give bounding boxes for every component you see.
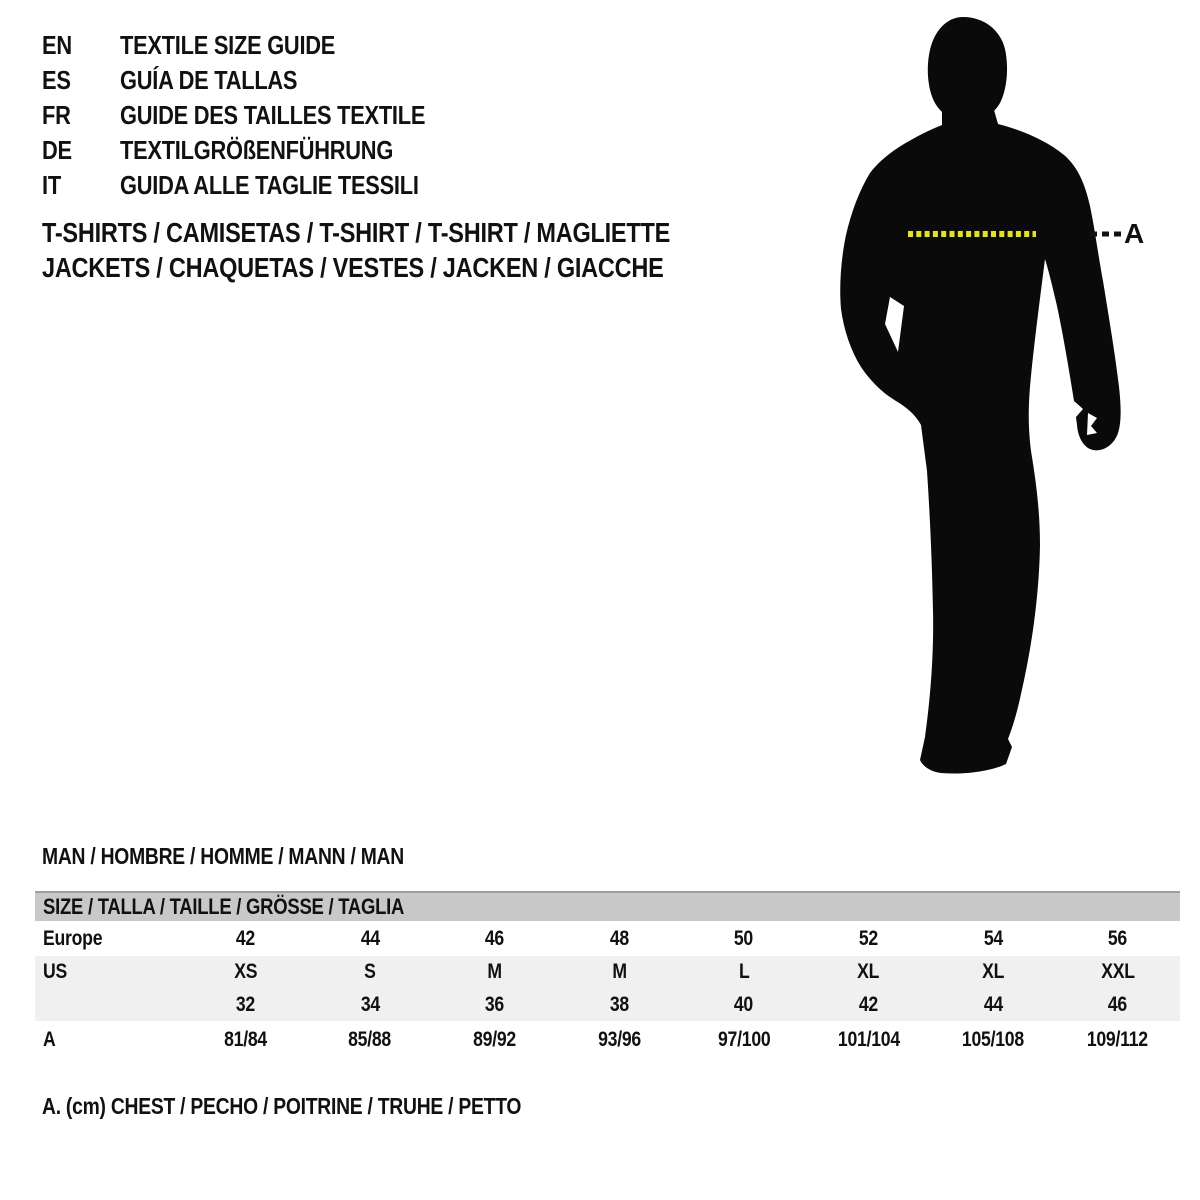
size-cell: XL — [857, 960, 880, 983]
size-cell: 44 — [360, 926, 380, 950]
man-body-shape — [840, 96, 1120, 774]
size-cell: 56 — [1108, 926, 1128, 950]
language-code: ES — [42, 65, 71, 95]
size-cell: 85/88 — [348, 1027, 392, 1051]
size-cell: 46 — [1108, 992, 1128, 1016]
size-cell: L — [738, 960, 750, 983]
size-cell: 34 — [360, 992, 380, 1016]
category-line-jackets: JACKETS / CHAQUETAS / VESTES / JACKEN / GIACCHE — [42, 251, 664, 283]
size-cell: 48 — [609, 926, 629, 950]
language-code: EN — [42, 30, 72, 60]
row-label: A — [43, 1027, 56, 1051]
size-cell: 42 — [235, 926, 255, 950]
size-table-row-numeric — [35, 988, 1180, 1021]
size-cell: 93/96 — [597, 1027, 641, 1051]
size-cell: 81/84 — [223, 1027, 267, 1051]
size-cell: 46 — [484, 926, 505, 950]
size-cell: 36 — [484, 992, 505, 1016]
size-cell: 89/92 — [473, 1027, 517, 1051]
size-cell: 42 — [858, 992, 878, 1016]
man-head-shape — [928, 17, 1007, 122]
size-cell: 44 — [983, 992, 1003, 1016]
row-label: US — [43, 960, 68, 983]
language-title: TEXTILE SIZE GUIDE — [120, 30, 336, 60]
man-section-title: MAN / HOMBRE / HOMME / MANN / MAN — [42, 843, 404, 869]
size-cell: 54 — [983, 926, 1003, 950]
language-title: GUIDA ALLE TAGLIE TESSILI — [120, 170, 419, 200]
language-title: GUIDE DES TAILLES TEXTILE — [120, 100, 426, 130]
row-label: Europe — [43, 926, 103, 950]
measure-a-label: A — [1124, 218, 1145, 249]
size-cell: XXL — [1100, 960, 1135, 983]
size-cell: 52 — [858, 926, 878, 950]
size-cell: M — [611, 960, 627, 983]
size-table — [35, 891, 1180, 1058]
language-title: GUÍA DE TALLAS — [120, 65, 298, 95]
size-cell: S — [364, 960, 376, 983]
size-cell: 109/112 — [1087, 1027, 1149, 1051]
language-code: DE — [42, 135, 72, 165]
size-table-header: SIZE / TALLA / TAILLE / GRÖSSE / TAGLIA — [35, 891, 1180, 921]
size-cell: 101/104 — [837, 1027, 900, 1051]
chest-measure-footnote: A. (cm) CHEST / PECHO / POITRINE / TRUHE / PETTO — [42, 1093, 522, 1119]
language-title: TEXTILGRÖßENFÜHRUNG — [120, 135, 394, 165]
language-code: FR — [42, 100, 71, 130]
size-cell: XL — [982, 960, 1005, 983]
category-line-tshirts: T-SHIRTS / CAMISETAS / T-SHIRT / T-SHIRT / MAGLIETTE — [42, 216, 671, 248]
size-cell: 40 — [734, 992, 754, 1016]
size-cell: 97/100 — [717, 1027, 771, 1051]
size-cell: 32 — [235, 992, 255, 1016]
size-table-row-europe — [35, 921, 1180, 956]
size-table-row-us — [35, 956, 1180, 988]
size-table-row-chest — [35, 1021, 1180, 1058]
row-label — [35, 993, 183, 1017]
size-cell: M — [487, 960, 502, 983]
size-cell: 105/108 — [962, 1027, 1025, 1051]
size-cell: 38 — [609, 992, 629, 1016]
language-code: IT — [42, 170, 61, 200]
size-cell: XS — [233, 960, 257, 983]
size-cell: 50 — [734, 926, 754, 950]
